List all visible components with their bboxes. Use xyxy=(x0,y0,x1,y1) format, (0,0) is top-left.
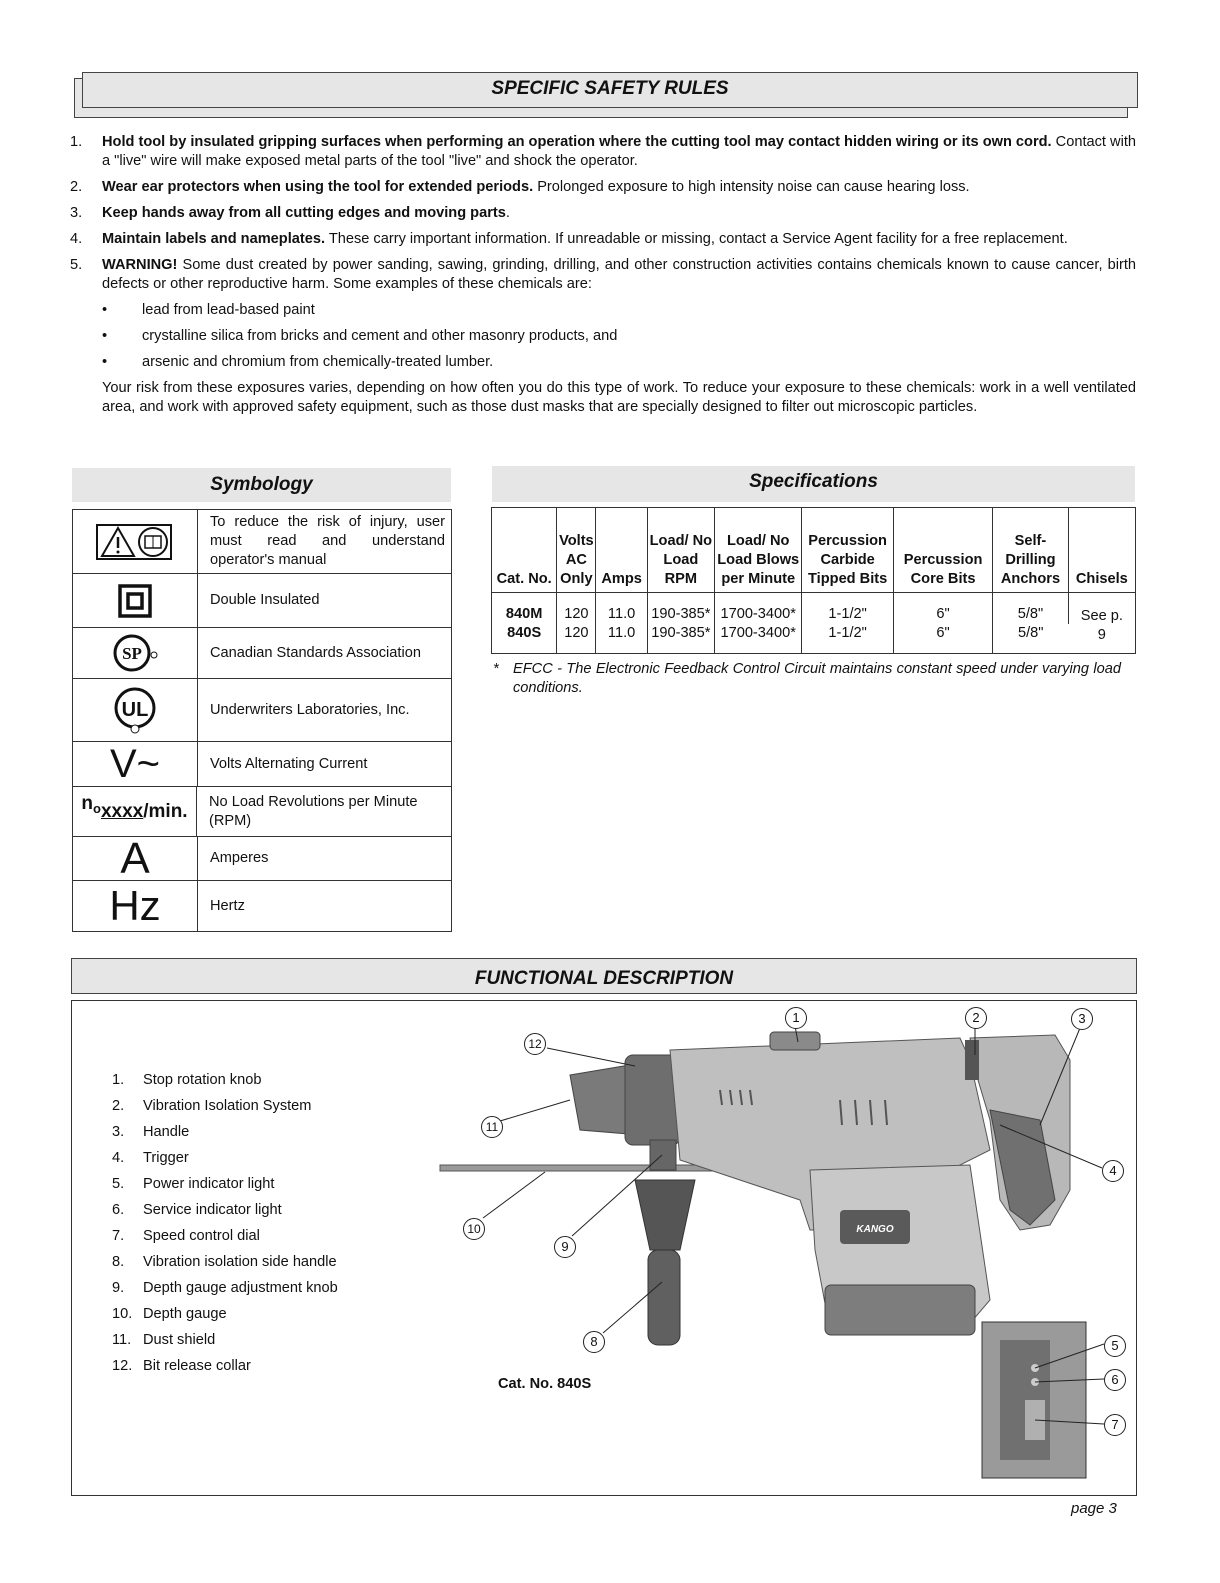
warning-manual-icon xyxy=(73,510,198,573)
rule-1: 1. Hold tool by insulated gripping surfaces when performing an operation where the cutting tool may contact hidden wiring or its own cord. Contact with a "live" wire will make exposed metal parts of the tool "live" and shock the operator. xyxy=(70,134,1136,169)
spec-row: 840M 120 11.0 190-385* 1700-3400* 1-1/2" 6" 5/8" See p. 9 xyxy=(492,592,1135,624)
list-item: 10. Depth gauge xyxy=(112,1306,227,1322)
symbol-row: V~ Volts Alternating Current xyxy=(73,742,451,787)
symbol-row: n o xxxx /min. No Load Revolutions per Minute (RPM) xyxy=(73,787,451,837)
callout-1: 1 xyxy=(785,1007,807,1029)
double-insulated-icon xyxy=(73,574,198,627)
symbology-table xyxy=(72,509,452,932)
symbol-row: Double Insulated xyxy=(73,574,451,628)
functional-title: FUNCTIONAL DESCRIPTION xyxy=(71,958,1137,994)
callout-7: 7 xyxy=(1104,1414,1126,1436)
efcc-footnote: * EFCC - The Electronic Feedback Control Circuit maintains constant speed under varying load conditions. xyxy=(493,661,1121,696)
list-item: 2. Vibration Isolation System xyxy=(112,1098,312,1114)
figure-caption: Cat. No. 840S xyxy=(498,1376,592,1392)
rotary-hammer-illustration xyxy=(430,1000,1130,1490)
specifications-title: Specifications xyxy=(492,466,1135,502)
symbol-row: To reduce the risk of injury, user must read and understand operator's manual xyxy=(73,510,451,574)
callout-11: 11 xyxy=(481,1116,503,1138)
list-item: 8. Vibration isolation side handle xyxy=(112,1254,337,1270)
amperes-icon: A xyxy=(73,837,198,880)
callout-5: 5 xyxy=(1104,1335,1126,1357)
rule-5: 5. WARNING! Some dust created by power sanding, sawing, grinding, drilling, and other construction activities contains chemicals known to cause cancer, birth defects or other reproductive harm. Some examples of these chemicals are: xyxy=(70,257,1136,292)
callout-12: 12 xyxy=(524,1033,546,1055)
symbol-row: A Amperes xyxy=(73,837,451,881)
callout-9: 9 xyxy=(554,1236,576,1258)
spec-row: 840S 120 11.0 190-385* 1700-3400* 1-1/2" 6" 5/8" xyxy=(492,624,1135,653)
safety-title: SPECIFIC SAFETY RULES xyxy=(82,72,1138,108)
no-load-rpm-icon: n o xxxx /min. xyxy=(73,787,197,836)
brand-logo: KANGO xyxy=(856,1224,894,1235)
list-item: 3. Handle xyxy=(112,1124,190,1140)
safety-rules-list xyxy=(70,133,1136,417)
symbol-row: SP Canadian Standards Association xyxy=(73,628,451,679)
list-item: 4. Trigger xyxy=(112,1150,189,1166)
parts-list xyxy=(112,1067,338,1379)
callout-3: 3 xyxy=(1071,1008,1093,1030)
csa-icon xyxy=(73,628,198,678)
specifications-table xyxy=(492,508,1135,653)
symbol-row: UL Underwriters Laboratories, Inc. xyxy=(73,679,451,742)
svg-text:SP: SP xyxy=(122,644,142,663)
symbol-row: Hz Hertz xyxy=(73,881,451,931)
callout-4: 4 xyxy=(1102,1160,1124,1182)
rule-4: 4. Maintain labels and nameplates. These carry important information. If unreadable or missing, contact a Service Agent facility for a free replacement. xyxy=(70,231,1068,247)
spec-header-row: Cat. No. Volts AC Only Amps Load/ No Load RPM Load/ No Load Blows per Minute Percussion Carbide Tipped Bits Percussion Core Bits Self-Drilling Anchors Chisels xyxy=(492,508,1135,592)
ul-icon xyxy=(73,679,198,741)
list-item: 12. Bit release collar xyxy=(112,1358,251,1374)
symbology-title: Symbology xyxy=(72,468,451,502)
hertz-icon: Hz xyxy=(73,881,198,931)
svg-text:UL: UL xyxy=(121,699,149,721)
bullet-item: • lead from lead-based paint xyxy=(102,302,315,318)
list-item: 9. Depth gauge adjustment knob xyxy=(112,1280,338,1296)
rule-3: 3. Keep hands away from all cutting edges and moving parts. xyxy=(70,205,510,221)
bullet-item: • crystalline silica from bricks and cement and other masonry products, and xyxy=(102,328,618,344)
rule-2: 2. Wear ear protectors when using the tool for extended periods. Prolonged exposure to high intensity noise can cause hearing loss. xyxy=(70,179,970,195)
list-item: 7. Speed control dial xyxy=(112,1228,260,1244)
callout-10: 10 xyxy=(463,1218,485,1240)
volts-ac-icon: V~ xyxy=(73,742,198,786)
list-item: 11. Dust shield xyxy=(112,1332,216,1348)
bullet-item: • arsenic and chromium from chemically-treated lumber. xyxy=(102,354,494,370)
callout-2: 2 xyxy=(965,1007,987,1029)
callout-6: 6 xyxy=(1104,1369,1126,1391)
risk-paragraph: Your risk from these exposures varies, depending on how often you do this type of work. To reduce your exposure to these chemicals: work in a well ventilated area, and work with approved safety equipment, such as those dust masks that are specially designed to filter out microscopic particles. xyxy=(102,380,1136,415)
list-item: 1. Stop rotation knob xyxy=(112,1072,262,1088)
page-number: page 3 xyxy=(1071,1500,1117,1517)
callout-8: 8 xyxy=(583,1331,605,1353)
list-item: 5. Power indicator light xyxy=(112,1176,275,1192)
list-item: 6. Service indicator light xyxy=(112,1202,282,1218)
